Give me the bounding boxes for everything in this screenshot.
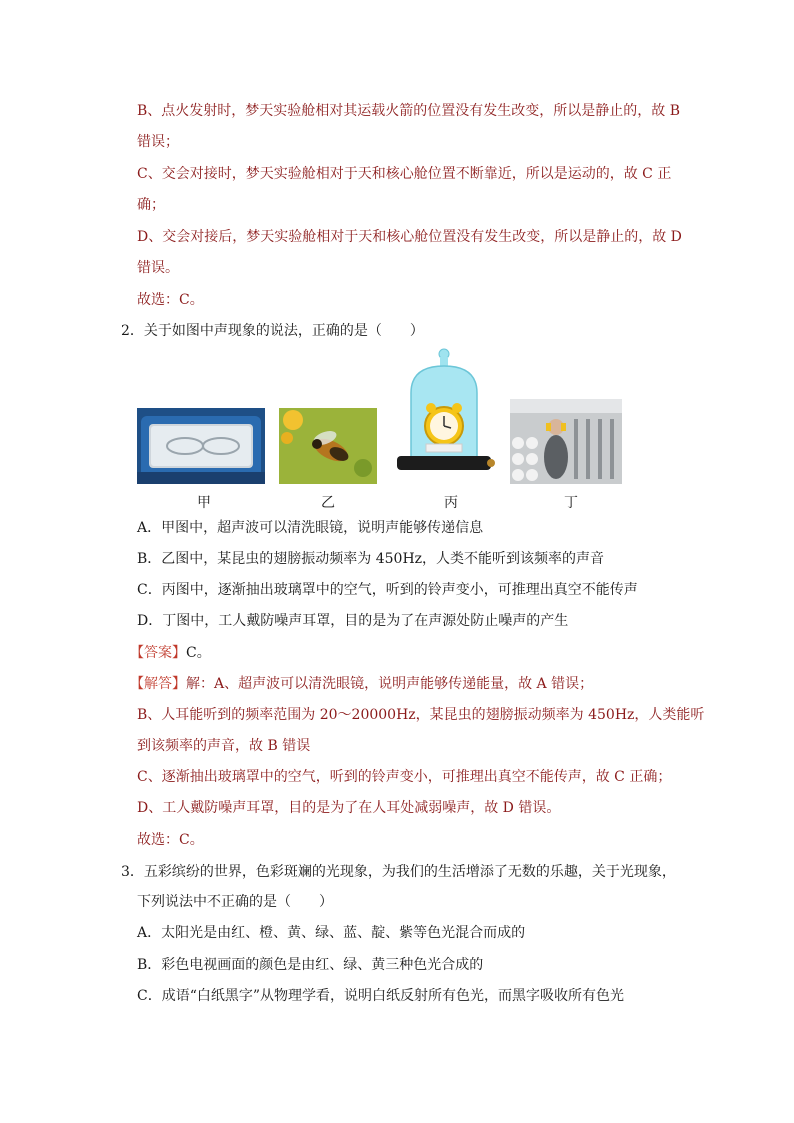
q2-option-c: C．丙图中，逐渐抽出玻璃罩中的空气，听到的铃声变小，可推理出真空不能传声 bbox=[137, 582, 638, 598]
q2-analysis-b-line2: 到该频率的声音，故 B 错误 bbox=[137, 738, 311, 754]
q2-analysis-b-line1: B、人耳能听到的频率范围为 20～20000Hz，某昆虫的翅膀振动频率为 450Hz，人类能听 bbox=[137, 707, 705, 723]
q2-option-d: D．丁图中，工人戴防噪声耳罩，目的是为了在声源处防止噪声的产生 bbox=[137, 613, 569, 629]
ultrasonic-cleaner-photo bbox=[137, 408, 265, 484]
bell-jar-alarm-clock-photo bbox=[391, 348, 497, 476]
q1-select: 故选：C。 bbox=[137, 292, 204, 308]
analysis-a-text: 解：A、超声波可以清洗眼镜，说明声能够传递能量，故 A 错误； bbox=[186, 676, 594, 692]
analysis-tag: 【解答】 bbox=[130, 676, 186, 692]
worker-earmuffs-factory-photo bbox=[510, 399, 622, 484]
figure-label-yi: 乙 bbox=[321, 495, 335, 511]
q2-option-a: A．甲图中，超声波可以清洗眼镜，说明声能够传递信息 bbox=[137, 520, 484, 536]
q1-analysis-b-line2: 错误； bbox=[137, 134, 179, 150]
q2-answer bbox=[130, 643, 211, 663]
figure-label-bing: 丙 bbox=[444, 495, 458, 511]
q1-analysis-b-line1: B、点火发射时，梦天实验舱相对其运载火箭的位置没有发生改变，所以是静止的，故 B bbox=[137, 103, 681, 119]
q1-analysis-d-line2: 错误。 bbox=[137, 260, 179, 276]
answer-value: C。 bbox=[186, 645, 211, 661]
q2-select: 故选：C。 bbox=[137, 832, 204, 848]
q1-analysis-d-line1: D、交会对接后，梦天实验舱相对于天和核心舱位置没有发生改变，所以是静止的，故 D bbox=[137, 229, 682, 245]
bee-photo bbox=[279, 408, 377, 484]
q1-analysis-c-line2: 确； bbox=[137, 197, 165, 213]
q3-stem-line2: 下列说法中不正确的是（ ） bbox=[137, 894, 333, 910]
figure-label-jia: 甲 bbox=[197, 495, 211, 511]
q3-option-b: B．彩色电视画面的颜色是由红、绿、黄三种色光合成的 bbox=[137, 957, 484, 973]
q2-analysis-d: D、工人戴防噪声耳罩，目的是为了在人耳处减弱噪声，故 D 错误。 bbox=[137, 800, 561, 816]
q2-option-b: B．乙图中，某昆虫的翅膀振动频率为 450Hz，人类不能听到该频率的声音 bbox=[137, 551, 605, 567]
q2-analysis-a bbox=[130, 674, 593, 694]
q3-stem-line1: 3．五彩缤纷的世界，色彩斑斓的光现象，为我们的生活增添了无数的乐趣，关于光现象， bbox=[121, 864, 676, 880]
answer-tag: 【答案】 bbox=[130, 645, 186, 661]
q2-stem: 2．关于如图中声现象的说法，正确的是（ ） bbox=[121, 323, 424, 339]
q3-option-a: A．太阳光是由红、橙、黄、绿、蓝、靛、紫等色光混合而成的 bbox=[137, 925, 526, 941]
q3-option-c: C．成语“白纸黑字”从物理学看，说明白纸反射所有色光，而黑字吸收所有色光 bbox=[137, 988, 625, 1004]
figure-label-ding: 丁 bbox=[564, 495, 578, 511]
q2-analysis-c: C、逐渐抽出玻璃罩中的空气，听到的铃声变小，可推理出真空不能传声，故 C 正确； bbox=[137, 769, 672, 785]
q1-analysis-c-line1: C、交会对接时，梦天实验舱相对于天和核心舱位置不断靠近，所以是运动的，故 C 正 bbox=[137, 166, 672, 182]
